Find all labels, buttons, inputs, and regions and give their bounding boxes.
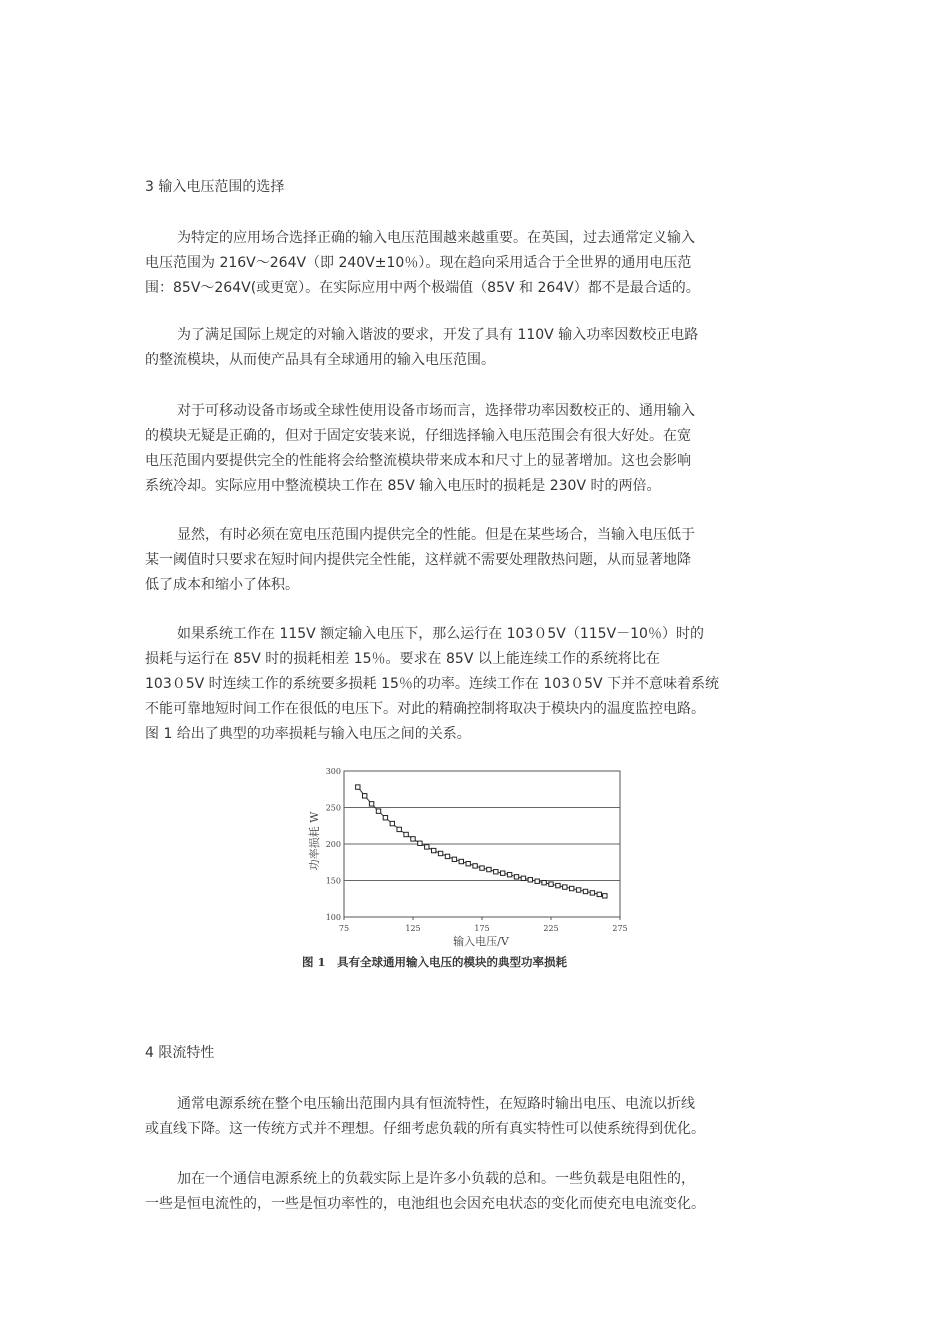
- data-point: [487, 867, 491, 871]
- section-3-paragraph-1: [145, 226, 810, 301]
- data-point: [603, 894, 607, 898]
- text-line: 图 1 给出了典型的功率损耗与输入电压之间的关系。: [145, 726, 471, 742]
- text-line: 损耗与运行在 85V 时的损耗相差 15％。要求在 85V 以上能连续工作的系统将比在: [145, 651, 660, 667]
- data-point: [556, 883, 560, 887]
- text-line: 某一阈值时只要求在短时间内提供完全性能，这样就不需要处理散热问题，从而显著地降: [145, 552, 691, 568]
- section-3-paragraph-5: [145, 622, 810, 747]
- data-point: [438, 851, 442, 855]
- text-line: 如果系统工作在 115V 额定输入电压下，那么运行在 103０5V（115V－10％）时的: [177, 626, 704, 642]
- data-point: [425, 845, 429, 849]
- data-point: [542, 880, 546, 884]
- data-point: [501, 871, 505, 875]
- data-point: [590, 891, 594, 895]
- power-loss-chart: [296, 762, 646, 974]
- data-point: [390, 821, 394, 825]
- data-point: [418, 841, 422, 845]
- text-line: 电压范围为 216V～264V（即 240V±10％）。现在趋向采用适合于全世界的通用电压范: [145, 255, 692, 271]
- text-line: 一些是恒电流性的，一些是恒功率性的，电池组也会因充电状态的变化而使充电电流变化。: [145, 1196, 705, 1212]
- data-point: [521, 876, 525, 880]
- text-line: 加在一个通信电源系统上的负载实际上是许多小负载的总和。一些负载是电阻性的，: [177, 1171, 695, 1187]
- text-line: 显然，有时必须在宽电压范围内提供完全的性能。但是在某些场合，当输入电压低于: [177, 527, 695, 543]
- text-line: 低了成本和缩小了体积。: [145, 577, 299, 593]
- data-point: [411, 837, 415, 841]
- section-4-paragraph-2: [145, 1167, 810, 1217]
- data-point: [535, 879, 539, 883]
- text-line: 103０5V 时连续工作的系统要多损耗 15％的功率。连续工作在 103０5V 下并不意味着系统: [145, 676, 720, 692]
- data-point: [514, 875, 518, 879]
- section-3-paragraph-4: [145, 523, 810, 598]
- data-point: [473, 864, 477, 868]
- y-tick-label: 150: [325, 876, 341, 886]
- data-point: [376, 809, 380, 813]
- text-line: 的模块无疑是正确的，但对于固定安装来说，仔细选择输入电压范围会有很大好处。在宽: [145, 428, 691, 444]
- data-point: [369, 802, 373, 806]
- figure-caption: 图 1 具有全球通用输入电压的模块的典型功率损耗: [302, 955, 568, 969]
- data-point: [452, 857, 456, 861]
- data-point: [597, 892, 601, 896]
- data-point: [583, 889, 587, 893]
- data-point: [459, 859, 463, 863]
- text-line: 电压范围内要提供完全的性能将会给整流模块带来成本和尺寸上的显著增加。这也会影响: [145, 453, 691, 469]
- x-tick-label: 175: [474, 924, 490, 933]
- text-line: 围：85V～264V(或更宽）。在实际应用中两个极端值（85V 和 264V）都不是最合适的。: [145, 280, 700, 296]
- series-line: [358, 787, 605, 896]
- text-line: 对于可移动设备市场或全球性使用设备市场而言，选择带功率因数校正的、通用输入: [177, 403, 695, 419]
- section-3-paragraph-3: [145, 399, 810, 499]
- data-point: [363, 794, 367, 798]
- data-point: [432, 848, 436, 852]
- y-tick-label: 100: [325, 913, 341, 922]
- y-tick-label: 200: [325, 840, 341, 849]
- text-line: 为了满足国际上规定的对输入谐波的要求，开发了具有 110V 输入功率因数校正电路: [177, 327, 699, 343]
- section-3-paragraph-2: [145, 323, 810, 373]
- data-point: [528, 878, 532, 882]
- data-point: [563, 885, 567, 889]
- section-3-heading: 3 输入电压范围的选择: [145, 179, 285, 195]
- data-point: [397, 827, 401, 831]
- y-tick-label: 250: [325, 803, 341, 813]
- data-point: [404, 832, 408, 836]
- data-point: [570, 886, 574, 890]
- data-point: [445, 854, 449, 858]
- data-point: [383, 816, 387, 820]
- data-point: [480, 866, 484, 870]
- text-line: 不能可靠地短时间工作在很低的电压下。对此的精确控制将取决于模块内的温度监控电路。: [145, 701, 705, 717]
- data-point: [356, 785, 360, 789]
- text-line: 为特定的应用场合选择正确的输入电压范围越来越重要。在英国，过去通常定义输入: [177, 230, 695, 246]
- text-line: 通常电源系统在整个电压输出范围内具有恒流特性，在短路时输出电压、电流以折线: [177, 1096, 695, 1112]
- text-line: 或直线下降。这一传统方式并不理想。仔细考虑负载的所有真实特性可以使系统得到优化。: [145, 1121, 705, 1137]
- text-line: 系统冷却。实际应用中整流模块工作在 85V 输入电压时的损耗是 230V 时的两倍。: [145, 478, 661, 494]
- x-tick-label: 275: [612, 924, 628, 933]
- data-point: [507, 872, 511, 876]
- section-4-paragraph-1: [145, 1092, 810, 1142]
- figure-1: [296, 762, 646, 974]
- x-tick-label: 125: [405, 924, 421, 933]
- data-point: [576, 888, 580, 892]
- section-4-heading: 4 限流特性: [145, 1045, 215, 1061]
- y-axis-label: 功率损耗 W: [308, 811, 321, 871]
- x-axis-label: 输入电压/V: [453, 935, 509, 948]
- data-point: [466, 862, 470, 866]
- y-tick-label: 300: [325, 767, 341, 776]
- x-tick-label: 225: [543, 924, 559, 933]
- x-tick-label: 75: [338, 924, 350, 933]
- data-point: [549, 882, 553, 886]
- data-point: [494, 870, 498, 874]
- text-line: 的整流模块，从而使产品具有全球通用的输入电压范围。: [145, 352, 495, 368]
